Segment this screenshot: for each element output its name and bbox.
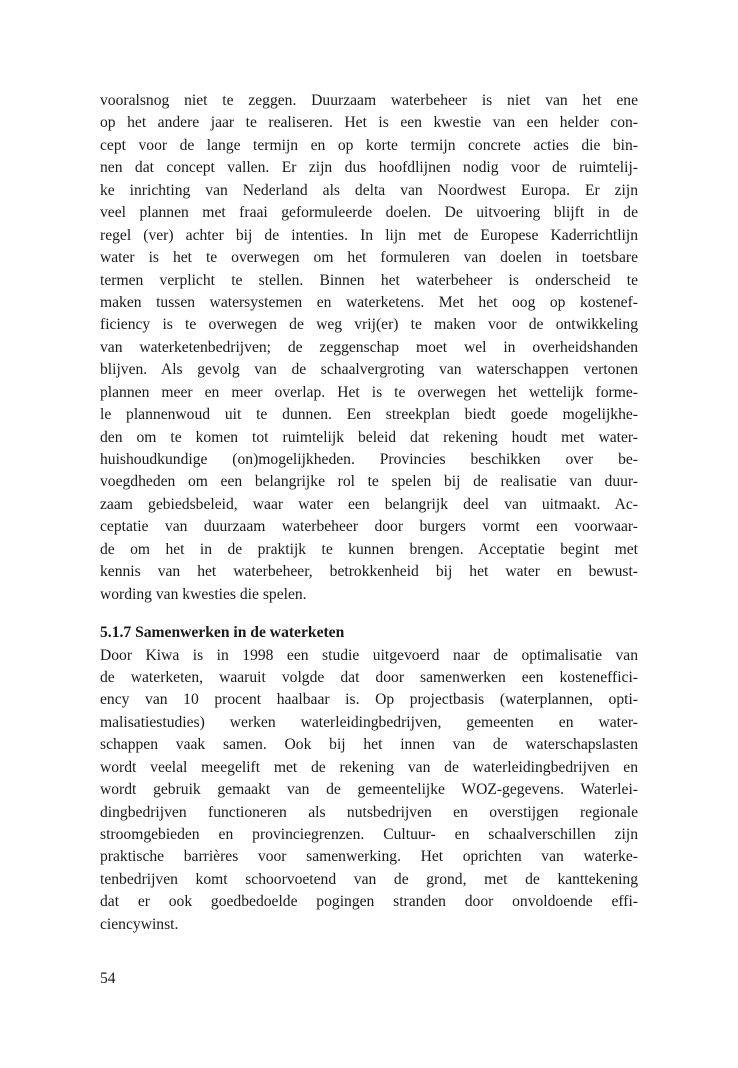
paragraph-2 bbox=[100, 645, 638, 937]
paragraph-line: kennis van het waterbeheer, betrokkenheid bij het water en bewust- bbox=[100, 563, 638, 581]
paragraph-line: zaam gebiedsbeleid, waar water een belangrijk deel van uitmaakt. Ac- bbox=[100, 495, 638, 513]
page-number: 54 bbox=[100, 970, 116, 987]
paragraph-line: vooralsnog niet te zeggen. Duurzaam waterbeheer is niet van het ene bbox=[100, 92, 638, 109]
paragraph-line: plannen meer en meer overlap. Het is te overwegen het wettelijk forme- bbox=[100, 383, 638, 401]
paragraph-line: de om het in de praktijk te kunnen brengen. Acceptatie begint met bbox=[100, 540, 638, 558]
paragraph-line: ke inrichting van Nederland als delta van Noordwest Europa. Er zijn bbox=[100, 181, 638, 199]
paragraph-line: dat er ook goedbedoelde pogingen stranden door onvoldoende effi- bbox=[100, 893, 638, 911]
paragraph-line: ciencywinst. bbox=[100, 915, 179, 933]
paragraph-line: voegdheden om een belangrijke rol te spelen bij de realisatie van duur- bbox=[100, 473, 638, 491]
paragraph-line: blijven. Als gevolg van de schaalvergroting van waterschappen vertonen bbox=[100, 361, 638, 379]
paragraph-line: wordt veelal meegelift met de rekening van de waterleidingbedrijven en bbox=[100, 758, 638, 776]
paragraph-line: Door Kiwa is in 1998 een studie uitgevoerd naar de optimalisatie van bbox=[100, 646, 638, 664]
paragraph-line: nen dat concept vallen. Er zijn dus hoofdlijnen nodig voor de ruimtelij- bbox=[100, 159, 638, 177]
paragraph-line: le plannenwoud uit te dunnen. Een streekplan biedt goede mogelijkhe- bbox=[100, 406, 638, 424]
paragraph-line: ency van 10 procent haalbaar is. Op projectbasis (waterplannen, opti- bbox=[100, 691, 638, 709]
paragraph-line: ceptatie van duurzaam waterbeheer door burgers vormt een voorwaar- bbox=[100, 518, 638, 536]
paragraph-1 bbox=[100, 90, 638, 606]
paragraph-line: schappen vaak samen. Ook bij het innen van de waterschapslasten bbox=[100, 736, 638, 754]
paragraph-line: termen verplicht te stellen. Binnen het waterbeheer is onderscheid te bbox=[100, 271, 638, 289]
paragraph-line: maken tussen watersystemen en waterketens. Met het oog op kostenef- bbox=[100, 293, 638, 311]
paragraph-line: water is het te overwegen om het formuleren van doelen in toetsbare bbox=[100, 249, 638, 267]
paragraph-line: op het andere jaar te realiseren. Het is een kwestie van een helder con- bbox=[100, 114, 638, 132]
paragraph-line: wording van kwesties die spelen. bbox=[100, 585, 307, 603]
paragraph-line: wordt gebruik gemaakt van de gemeentelijke WOZ-gegevens. Waterlei- bbox=[100, 781, 638, 799]
paragraph-line: van waterketenbedrijven; de zeggenschap moet wel in overheidshanden bbox=[100, 338, 638, 356]
paragraph-line: regel (ver) achter bij de intenties. In lijn met de Europese Kaderrichtlijn bbox=[100, 226, 638, 244]
paragraph-line: den om te komen tot ruimtelijk beleid dat rekening houdt met water- bbox=[100, 428, 638, 446]
paragraph-line: dingbedrijven functioneren als nutsbedrijven en overstijgen regionale bbox=[100, 803, 638, 821]
paragraph-line: huishoudkundige (on)mogelijkheden. Provincies beschikken over be- bbox=[100, 451, 638, 468]
paragraph-line: veel plannen met fraai geformuleerde doelen. De uitvoering blijft in de bbox=[100, 204, 638, 222]
paragraph-line: tenbedrijven komt schoorvoetend van de grond, met de kanttekening bbox=[100, 870, 638, 888]
paragraph-line: stroomgebieden en provinciegrenzen. Cultuur- en schaalverschillen zijn bbox=[100, 826, 638, 843]
paragraph-line: praktische barrières voor samenwerking. Het oprichten van waterke- bbox=[100, 848, 638, 866]
paragraph-line: ficiency is te overwegen de weg vrij(er) te maken voor de ontwikkeling bbox=[100, 316, 638, 334]
paragraph-line: cept voor de lange termijn en op korte termijn concrete acties die bin- bbox=[100, 136, 638, 154]
section-heading: 5.1.7 Samenwerken in de waterketen bbox=[100, 624, 345, 642]
page-body bbox=[100, 90, 638, 936]
paragraph-line: de waterketen, waaruit volgde dat door samenwerken een kosteneffici- bbox=[100, 668, 638, 686]
paragraph-line: malisatiestudies) werken waterleidingbedrijven, gemeenten en water- bbox=[100, 713, 638, 731]
